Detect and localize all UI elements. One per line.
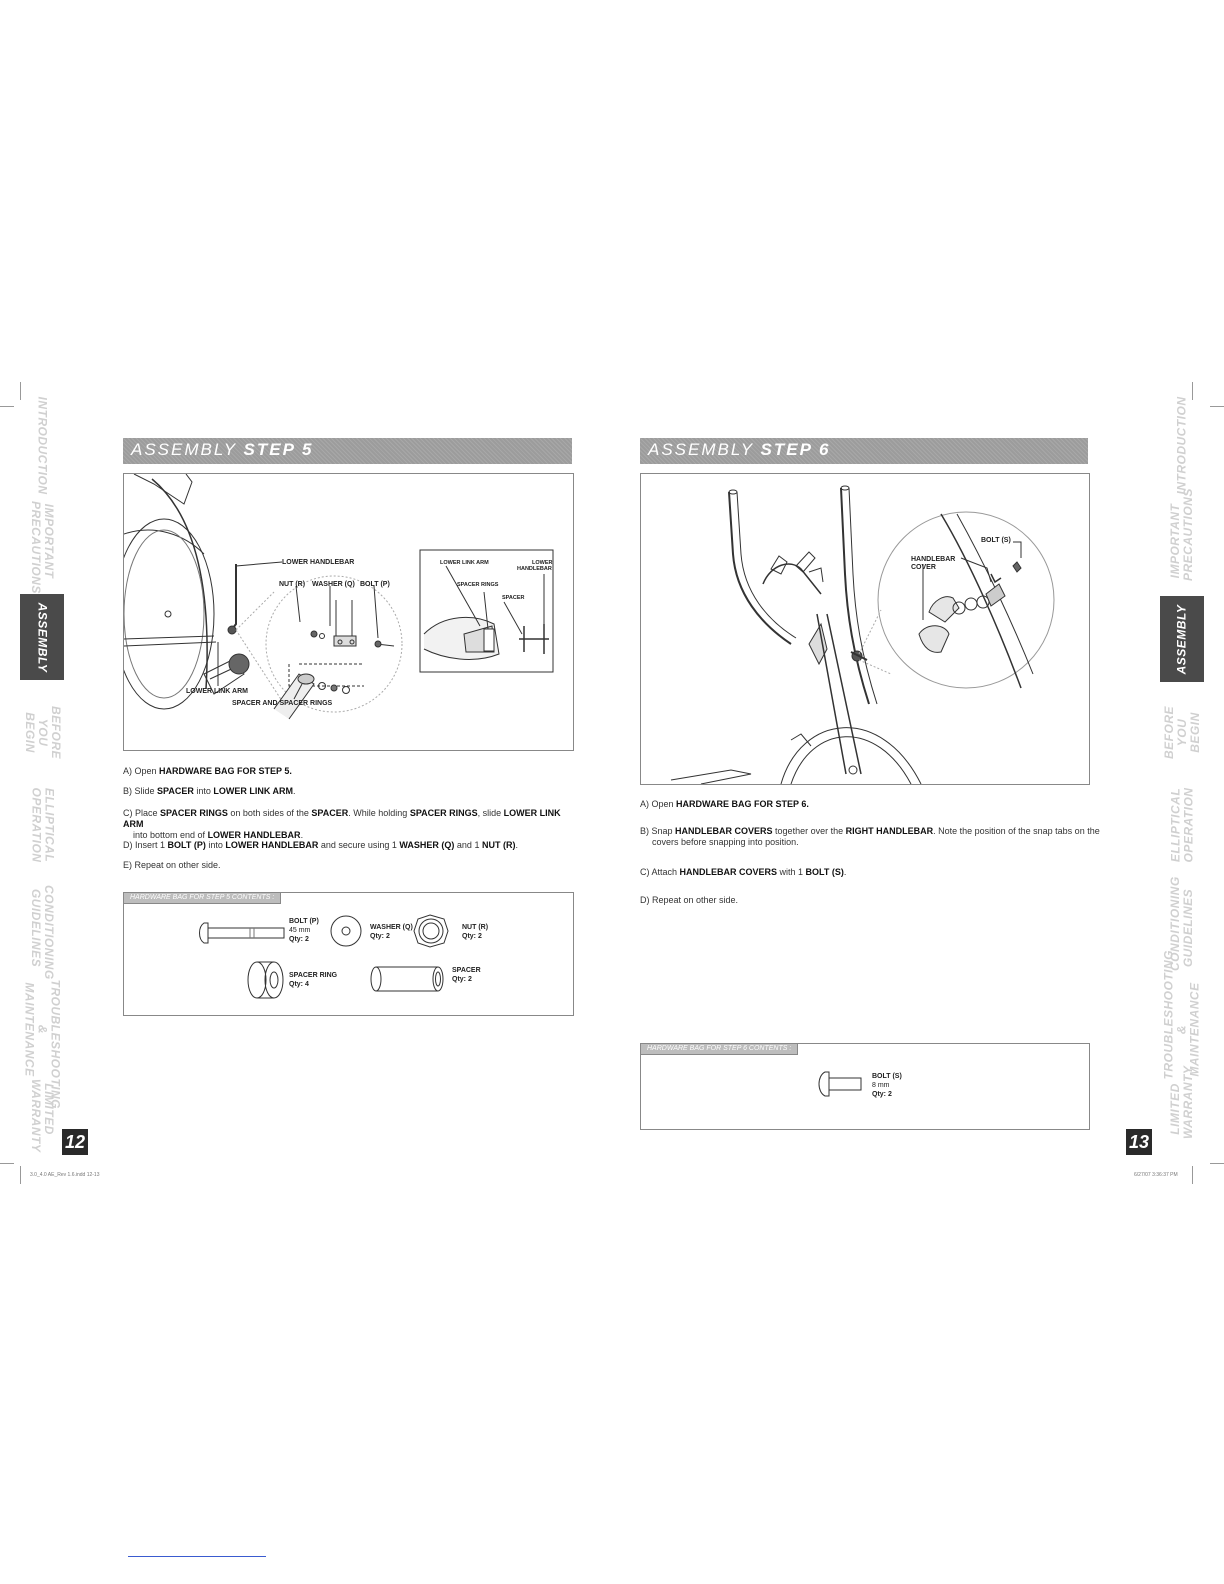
step5-instruction-e: E) Repeat on other side.: [123, 860, 221, 870]
inset-label-lower: LOWER: [532, 560, 553, 566]
crop-mark: [20, 1166, 21, 1184]
tab-label: INTRODUCTION: [35, 396, 50, 494]
footer-timestamp: 6/27/07 3:36:37 PM: [1134, 1172, 1178, 1178]
step6-hardware-box: [640, 1043, 1090, 1130]
step6-instruction-d: D) Repeat on other side.: [640, 895, 739, 905]
label-handlebar: HANDLEBAR: [911, 556, 956, 563]
hardware-title: HARDWARE BAG FOR STEP 5 CONTENTS :: [124, 893, 281, 904]
crop-mark: [1210, 406, 1224, 407]
tab-label: IMPORTANT PRECAUTIONS: [29, 501, 56, 594]
page-number-right: 13: [1126, 1129, 1152, 1155]
crop-mark: [1210, 1163, 1224, 1164]
label-washer: WASHER (Q): [312, 581, 355, 588]
tab-label: ASSEMBLY: [1174, 604, 1189, 674]
tab-limited-warranty[interactable]: [20, 1076, 64, 1153]
crop-mark: [1192, 382, 1193, 400]
tab-label: ELLIPTICAL OPERATION: [1168, 787, 1196, 863]
label-cover: COVER: [911, 564, 936, 571]
label-bolt: BOLT (P): [360, 581, 390, 588]
tab-label: LIMITED WARRANTY: [29, 1079, 56, 1153]
tab-label: BEFORE YOU BEGIN: [1161, 705, 1202, 759]
tab-assembly[interactable]: [1160, 596, 1204, 682]
tab-introduction[interactable]: [20, 396, 64, 494]
tab-label: TROUBLESHOOTING & MAINTENANCE: [22, 979, 63, 1109]
hardware-title: HARDWARE BAG FOR STEP 6 CONTENTS :: [641, 1044, 798, 1055]
step5-hardware-box: [123, 892, 574, 1016]
tab-limited-warranty[interactable]: [1160, 1065, 1204, 1142]
step6-instruction-a: A) Open HARDWARE BAG FOR STEP 6.: [640, 799, 809, 809]
page-number-left: 12: [62, 1129, 88, 1155]
tab-troubleshooting-maintenance[interactable]: [20, 974, 64, 1109]
step5-illustration: [124, 474, 573, 750]
crop-mark: [0, 406, 14, 407]
step5-header: [123, 438, 572, 464]
step6-instruction-c: C) Attach HANDLEBAR COVERS with 1 BOLT (S).: [640, 867, 847, 877]
step6-hardware-drawings: [641, 1044, 1089, 1129]
step5-hardware-drawings: [124, 893, 573, 1015]
tab-label: IMPORTANT PRECAUTIONS: [1168, 488, 1195, 581]
inset-label-spacer-rings: SPACER RINGS: [457, 582, 499, 588]
step6-header: [640, 438, 1088, 464]
inset-label-spacer: SPACER: [502, 595, 525, 601]
header-step-number: STEP 6: [760, 440, 831, 459]
header-light-text: ASSEMBLY: [131, 440, 237, 459]
tab-important-precautions[interactable]: [20, 496, 64, 594]
tab-before-you-begin[interactable]: [1160, 692, 1204, 772]
label-nut: NUT (R): [279, 581, 306, 588]
tab-elliptical-operation[interactable]: [20, 780, 64, 870]
part-spacer-ring: SPACER RING Qty: 4: [289, 972, 338, 988]
header-step-number: STEP 5: [243, 440, 314, 459]
tab-introduction[interactable]: [1160, 396, 1204, 494]
tab-label: ELLIPTICAL OPERATION: [29, 787, 57, 863]
tab-label: LIMITED WARRANTY: [1168, 1065, 1195, 1139]
label-spacer-and-rings: SPACER AND SPACER RINGS: [232, 700, 333, 707]
step5-instruction-a: A) Open HARDWARE BAG FOR STEP 5.: [123, 766, 292, 776]
label-lower-link-arm: LOWER LINK ARM: [186, 688, 248, 695]
tab-label: TROUBLESHOOTING & MAINTENANCE: [1161, 949, 1202, 1079]
tab-before-you-begin[interactable]: [20, 692, 64, 772]
step5-instruction-d: D) Insert 1 BOLT (P) into LOWER HANDLEBAR and secure using 1 WASHER (Q) and 1 NUT (R).: [123, 840, 518, 850]
tab-label: CONDITIONING GUIDELINES: [29, 885, 56, 980]
part-nut-r: NUT (R) Qty: 2: [462, 924, 489, 940]
inset-label-handlebar: HANDLEBAR: [517, 566, 552, 572]
step5-instruction-c: C) Place SPACER RINGS on both sides of the SPACER. While holding SPACER RINGS, slide LOWER LINK ARM into bottom end of LOWER HANDLEBAR.: [123, 808, 561, 840]
tab-elliptical-operation[interactable]: [1160, 780, 1204, 870]
step6-instruction-b: B) Snap HANDLEBAR COVERS together over the RIGHT HANDLEBAR. Note the position of the snap tabs on the covers before snapping into position.: [640, 826, 1100, 847]
part-bolt-s: BOLT (S) 8 mm Qty: 2: [872, 1073, 902, 1098]
tab-conditioning-guidelines[interactable]: [20, 878, 64, 978]
inset-label-lower-link-arm: LOWER LINK ARM: [440, 560, 489, 566]
step5-instruction-b: B) Slide SPACER into LOWER LINK ARM.: [123, 786, 296, 796]
tab-label: INTRODUCTION: [1174, 396, 1189, 494]
footer-file-info: 3.0_4.0 AE_Rev 1.6.indd 12-13: [30, 1172, 100, 1178]
crop-mark: [20, 382, 21, 400]
tab-label: BEFORE YOU BEGIN: [22, 705, 63, 759]
crop-mark: [1192, 1166, 1193, 1184]
tab-assembly[interactable]: [20, 594, 64, 680]
part-bolt-p: BOLT (P) 45 mm Qty: 2: [289, 918, 319, 943]
crop-mark: [0, 1163, 14, 1164]
label-lower-handlebar: LOWER HANDLEBAR: [282, 559, 355, 566]
tab-important-precautions[interactable]: [1160, 488, 1204, 586]
link-underline: [128, 1556, 266, 1557]
step6-illustration: [641, 474, 1089, 784]
tab-label: CONDITIONING GUIDELINES: [1168, 876, 1195, 971]
part-washer-q: WASHER (Q) Qty: 2: [370, 924, 413, 940]
part-spacer: SPACER Qty: 2: [452, 967, 481, 983]
label-bolt-s: BOLT (S): [981, 537, 1011, 544]
tab-label: ASSEMBLY: [35, 602, 50, 672]
header-light-text: ASSEMBLY: [648, 440, 754, 459]
step5-figure: [123, 473, 574, 751]
step6-figure: [640, 473, 1090, 785]
